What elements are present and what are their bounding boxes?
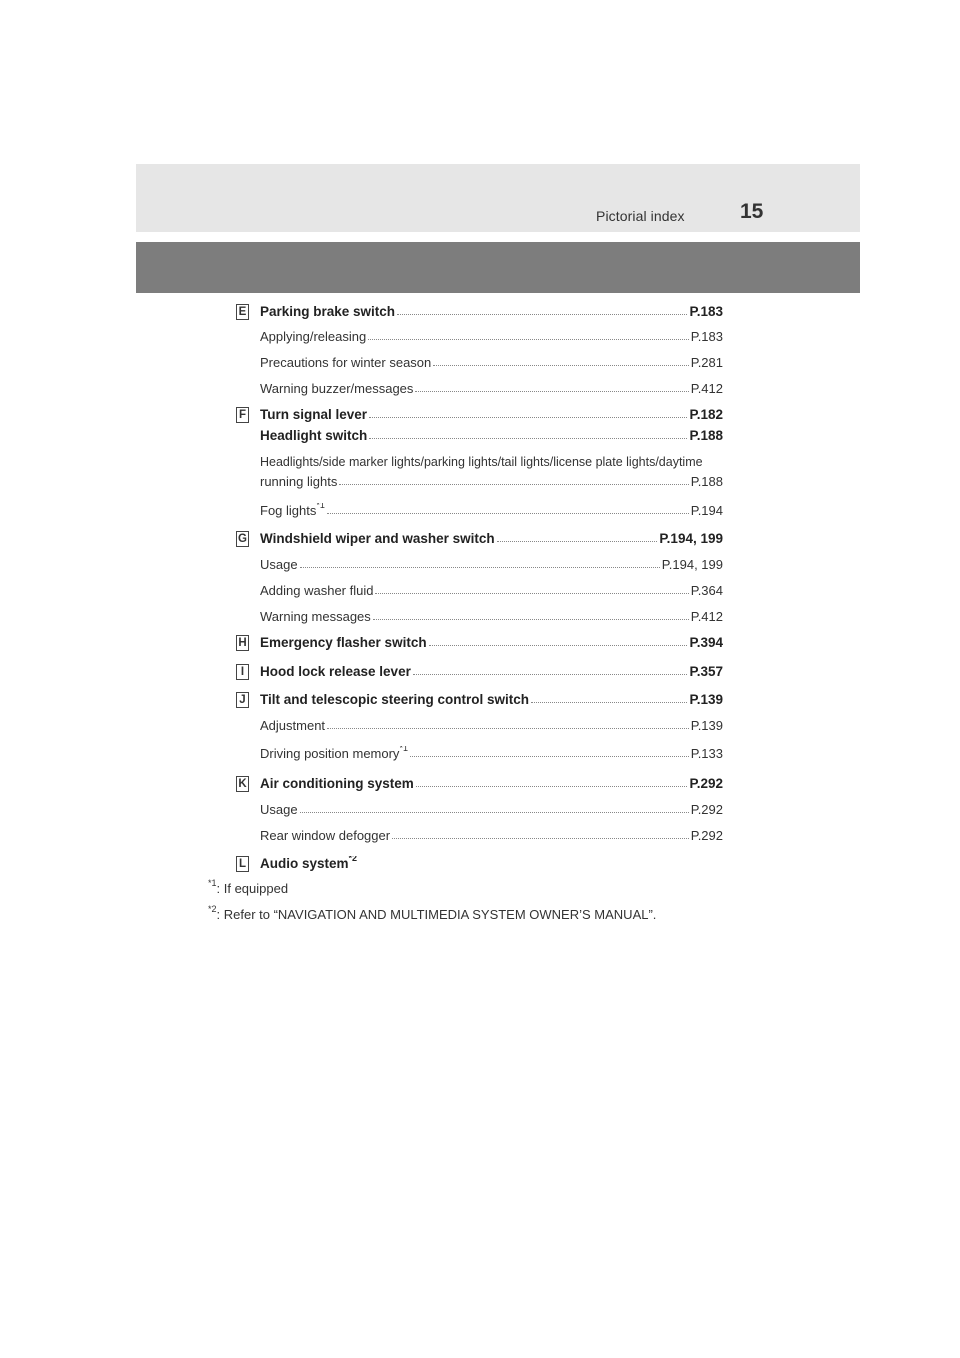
entry-label [260, 428, 367, 443]
page-reference[interactable]: P.183 [690, 329, 723, 344]
entry-label-text: Emergency flasher switch [260, 635, 427, 650]
index-subentry[interactable] [260, 355, 723, 370]
dot-leader [413, 674, 688, 675]
entry-label-line1: Headlights/side marker lights/parking lights/tail lights/license plate lights/daytime [260, 455, 703, 469]
index-subentry[interactable] [260, 329, 723, 344]
entry-label [260, 776, 414, 791]
item-letter-j: J [236, 692, 249, 708]
item-letter-e: E [236, 304, 249, 320]
dot-leader [416, 786, 688, 787]
item-letter-g: G [236, 531, 249, 547]
entry-label-text: Tilt and telescopic steering control switch [260, 692, 530, 707]
page-reference[interactable]: P.133 [690, 746, 723, 761]
dot-leader [300, 567, 660, 568]
entry-label-text: Warning buzzer/messages [260, 381, 414, 396]
index-entry[interactable] [260, 692, 723, 707]
entry-label-text: Adding washer fluid [260, 583, 374, 598]
entry-label [260, 802, 298, 817]
entry-label-text: Turn signal lever [260, 407, 368, 422]
entry-label [260, 746, 408, 761]
entry-label [260, 856, 357, 871]
dot-leader [369, 438, 687, 439]
entry-label [260, 635, 427, 650]
index-entry[interactable] [260, 776, 723, 791]
entry-label-text: Parking brake switch [260, 304, 396, 319]
entry-label [260, 664, 411, 679]
index-subentry[interactable] [260, 503, 723, 518]
page-reference[interactable]: P.292 [690, 828, 723, 843]
entry-label [260, 355, 431, 370]
entry-label [260, 304, 395, 319]
page-reference[interactable]: P.139 [689, 692, 723, 707]
index-entry[interactable] [260, 531, 723, 546]
entry-label [260, 557, 298, 572]
page-reference[interactable]: P.357 [689, 664, 723, 679]
footnote-mark: *2 [208, 904, 217, 914]
dot-leader [397, 314, 687, 315]
footnote-text: : Refer to “NAVIGATION AND MULTIMEDIA SYSTEM OWNER’S MANUAL”. [216, 907, 657, 922]
footnote-text: : If equipped [216, 881, 289, 896]
index-subentry[interactable] [260, 583, 723, 598]
index-subentry[interactable] [260, 802, 723, 817]
entry-label-text: running lights [260, 474, 338, 489]
page-reference[interactable]: P.292 [690, 802, 723, 817]
entry-label-text: Applying/releasing [260, 329, 367, 344]
index-subentry[interactable] [260, 746, 723, 761]
entry-label [260, 609, 371, 624]
entry-label-text: Air conditioning system [260, 776, 414, 791]
dot-leader [300, 812, 689, 813]
dot-leader [429, 645, 688, 646]
entry-label [260, 718, 325, 733]
page-reference[interactable]: P.139 [690, 718, 723, 733]
entry-label [260, 381, 413, 396]
entry-label-text: Rear window defogger [260, 828, 391, 843]
footnote-1 [208, 878, 289, 896]
dot-leader [339, 484, 688, 485]
footnote-ref: *2 [348, 856, 358, 863]
section-title: Pictorial index [596, 208, 685, 224]
index-subentry[interactable] [260, 828, 723, 843]
dot-leader [375, 593, 688, 594]
dot-leader [531, 702, 687, 703]
page-reference[interactable]: P.412 [690, 609, 723, 624]
footnote-2 [208, 904, 657, 922]
entry-label [260, 503, 325, 518]
entry-label-text: Headlight switch [260, 428, 368, 443]
index-subentry[interactable] [260, 474, 723, 489]
dot-leader [433, 365, 688, 366]
footnote-ref: *1 [316, 503, 325, 510]
entry-label-text: Driving position memory [260, 746, 400, 761]
entry-label [260, 407, 367, 422]
entry-label-text: Precautions for winter season [260, 355, 432, 370]
index-entry[interactable] [260, 664, 723, 679]
page-reference[interactable]: P.281 [690, 355, 723, 370]
page-reference[interactable]: P.188 [689, 428, 723, 443]
page-reference[interactable]: P.292 [689, 776, 723, 791]
index-subentry[interactable] [260, 718, 723, 733]
entry-label-text: Fog lights [260, 503, 317, 518]
index-entry[interactable] [260, 635, 723, 650]
dot-leader [327, 728, 689, 729]
index-subentry[interactable] [260, 381, 723, 396]
footnote-ref: *1 [399, 746, 408, 753]
item-letter-f: F [236, 407, 249, 423]
index-entry[interactable] [260, 304, 723, 319]
dot-leader [497, 541, 658, 542]
page-reference[interactable]: P.364 [690, 583, 723, 598]
page-reference[interactable]: P.183 [689, 304, 723, 319]
page-number: 15 [740, 200, 764, 223]
entry-label-text: Adjustment [260, 718, 326, 733]
page-reference[interactable]: P.182 [689, 407, 723, 422]
footnote-mark: *1 [208, 878, 217, 888]
dot-leader [369, 417, 687, 418]
item-letter-k: K [236, 776, 249, 792]
dot-leader [392, 838, 689, 839]
page-reference[interactable]: P.194, 199 [661, 557, 723, 572]
index-entry[interactable] [260, 856, 723, 871]
page-reference[interactable]: P.194, 199 [659, 531, 723, 546]
page-reference[interactable]: P.194 [690, 503, 723, 518]
index-entry[interactable] [260, 428, 723, 443]
entry-label-text: Windshield wiper and washer switch [260, 531, 495, 546]
entry-label [260, 583, 373, 598]
entry-label [260, 692, 529, 707]
dot-leader [368, 339, 688, 340]
entry-label-text: Audio system [260, 856, 349, 871]
item-letter-h: H [236, 635, 249, 651]
index-entry[interactable] [260, 407, 723, 422]
entry-label-text: Warning messages [260, 609, 371, 624]
item-letter-l: L [236, 856, 249, 872]
entry-label [260, 474, 337, 489]
page-reference[interactable]: P.188 [690, 474, 723, 489]
index-subentry[interactable] [260, 557, 723, 572]
entry-label [260, 828, 390, 843]
page-reference[interactable]: P.394 [689, 635, 723, 650]
dot-leader [415, 391, 688, 392]
dot-leader [410, 756, 689, 757]
entry-label [260, 531, 495, 546]
dot-leader [373, 619, 689, 620]
dot-leader [327, 513, 689, 514]
entry-label-text: Usage [260, 557, 298, 572]
entry-label [260, 329, 366, 344]
item-letter-i: I [236, 664, 249, 680]
index-subentry[interactable] [260, 609, 723, 624]
page-reference[interactable]: P.412 [690, 381, 723, 396]
entry-label-text: Usage [260, 802, 298, 817]
entry-label-text: Hood lock release lever [260, 664, 411, 679]
